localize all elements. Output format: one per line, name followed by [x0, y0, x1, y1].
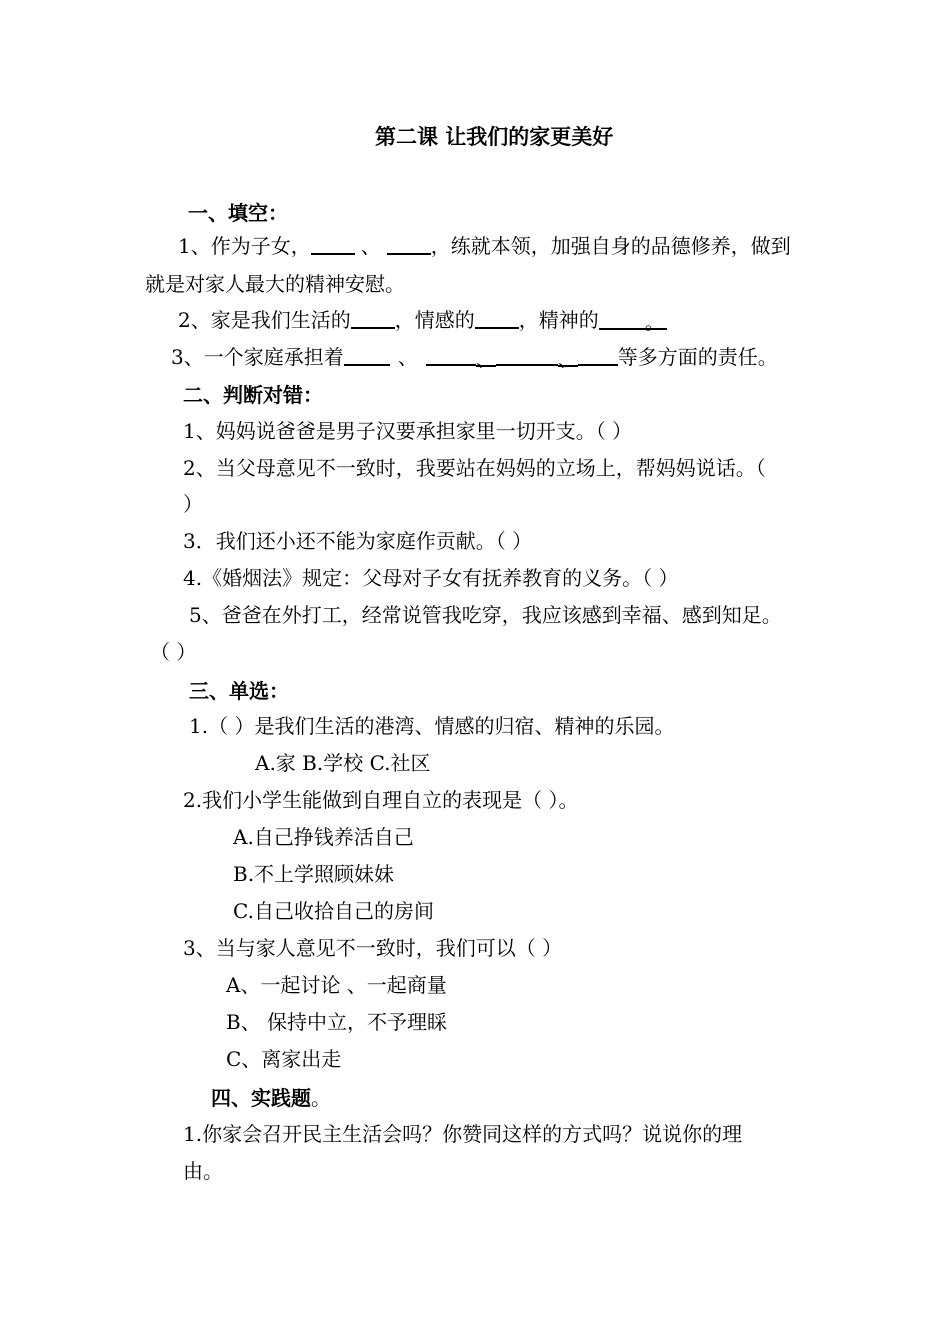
- section-heading-fill-blank: 一、填空：: [188, 201, 288, 225]
- question-tf-1: 1、妈妈说爸爸是男子汉要承担家里一切开支。（ ）: [183, 419, 633, 443]
- question-fill-1-cont: 就是对家人最大的精神安慰。: [145, 272, 405, 296]
- question-text: 3、一个家庭承担着: [171, 345, 344, 369]
- question-practice-1: 1.你家会召开民主生活会吗？你赞同这样的方式吗？说说你的理: [183, 1122, 743, 1146]
- answer-blank: [311, 233, 355, 255]
- question-choice-2-option-c: C.自己收拾自己的房间: [233, 899, 434, 923]
- answer-blank: [426, 344, 476, 366]
- heading-tail: 。: [311, 1086, 331, 1110]
- question-text: 1、作为子女，: [178, 234, 311, 258]
- question-text: 、: [557, 347, 578, 371]
- question-choice-3: 3、当与家人意见不一致时，我们可以（ ）: [183, 936, 563, 960]
- question-choice-1-options: A.家 B.学校 C.社区: [255, 751, 431, 775]
- answer-blank: [496, 344, 558, 366]
- question-text: ，情感的: [394, 308, 475, 332]
- question-tf-3: 3．我们还小还不能为家庭作贡献。（ ）: [183, 529, 533, 553]
- question-text: 2、家是我们生活的: [178, 308, 351, 332]
- question-fill-3: [171, 343, 778, 371]
- answer-blank: [578, 344, 618, 366]
- question-text: 、: [397, 345, 418, 369]
- question-text: ，练就本领，加强自身的品德修养，做到: [430, 234, 791, 258]
- section-heading-true-false: [183, 381, 323, 409]
- answer-blank: [557, 345, 578, 371]
- section-heading-practice: [211, 1084, 331, 1112]
- question-choice-2: 2.我们小学生能做到自理自立的表现是（ ）。: [183, 788, 579, 812]
- heading-text: 四、实践题: [211, 1086, 311, 1110]
- question-tf-2-cont: ）: [183, 492, 203, 516]
- question-tf-4: 4.《婚烟法》规定：父母对子女有抚养教育的义务。（ ）: [183, 566, 679, 590]
- page-title: 第二课 让我们的家更美好: [375, 124, 614, 149]
- question-text: 、: [475, 347, 496, 371]
- answer-blank: [344, 344, 390, 366]
- section-heading-single-choice: 三、单选：: [189, 679, 289, 703]
- question-text: 。: [644, 310, 665, 334]
- question-text: ，精神的: [518, 308, 599, 332]
- question-fill-1: [178, 232, 791, 260]
- question-text: 等多方面的责任。: [617, 345, 778, 369]
- question-choice-3-option-c: C、离家出走: [226, 1047, 342, 1071]
- heading-text: 二、判断对错：: [183, 383, 323, 407]
- question-choice-3-option-b: B、 保持中立，不予理睬: [226, 1010, 448, 1034]
- question-fill-2: [178, 306, 667, 334]
- question-choice-2-option-a: A.自己挣钱养活自己: [233, 825, 414, 849]
- answer-blank: [475, 307, 519, 329]
- question-tf-5: 5、爸爸在外打工，经常说管我吃穿，我应该感到幸福、感到知足。: [189, 603, 782, 627]
- question-tf-2: 2、当父母意见不一致时，我要站在妈妈的立场上，帮妈妈说话。（: [183, 456, 766, 480]
- question-choice-2-option-b: B.不上学照顾妹妹: [233, 862, 395, 886]
- answer-blank: [387, 233, 431, 255]
- question-text: 、: [360, 234, 381, 258]
- answer-blank: [351, 307, 395, 329]
- question-choice-1: 1.（ ）是我们生活的港湾、情感的归宿、精神的乐园。: [189, 714, 675, 738]
- question-practice-1-cont: 由。: [183, 1159, 223, 1183]
- question-tf-5-cont: （ ）: [150, 640, 197, 664]
- answer-blank: [599, 308, 667, 334]
- question-choice-3-option-a: A、一起讨论 、一起商量: [226, 973, 447, 997]
- answer-blank: [475, 345, 496, 371]
